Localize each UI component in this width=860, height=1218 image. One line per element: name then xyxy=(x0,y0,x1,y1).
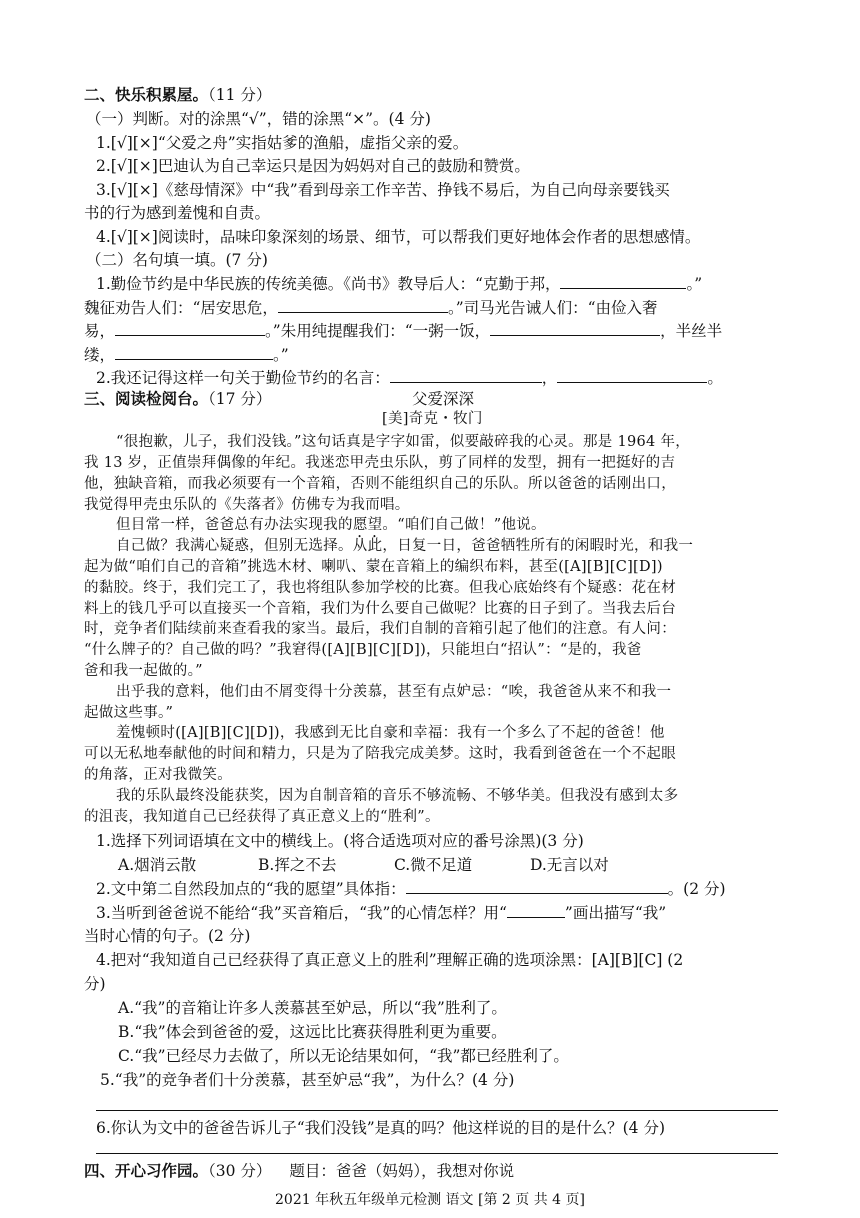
option-a: A.烟消云散 xyxy=(118,856,197,874)
answer-blank[interactable] xyxy=(557,367,707,383)
passage-line: 自己做？我满心疑惑，但别无选择。从此，日复一日，爸爸牺牲所有的闲暇时光，和我一 xyxy=(116,538,694,554)
question-4-option-b: B.“我”体会到爸爸的爱，这远比比赛获得胜利更为重要。 xyxy=(118,1023,507,1041)
dotted-phrase: 愿望 xyxy=(352,517,383,533)
answer-blank[interactable] xyxy=(115,344,273,360)
quote-text: 缕， xyxy=(84,346,116,364)
answer-line[interactable] xyxy=(96,1110,778,1111)
judge-item-2: 2.[√][×]巴迪认为自己幸运只是因为妈妈对自己的鼓励和赞赏。 xyxy=(96,157,530,175)
judge-item-1: 1.[√][×]“父爱之舟”实指姑爹的渔船，虚指父亲的爱。 xyxy=(96,134,469,152)
quote-text: 易， xyxy=(84,322,116,340)
quote-text: ，半丝半 xyxy=(660,322,723,340)
passage-line: 的角落，正对我微笑。 xyxy=(84,767,232,783)
passage-line: 起为做“咱们自己的音箱”挑选木材、喇叭、蒙在音箱上的编织布料，甚至([A][B][C][D]) xyxy=(84,559,663,575)
question-3 xyxy=(96,902,796,924)
answer-blank[interactable] xyxy=(406,878,668,894)
option-c: C.微不足道 xyxy=(394,856,473,874)
passage-text: 但目常一样，爸爸总有办法实现我的 xyxy=(116,517,353,533)
section-title: 三、阅读检阅台。 xyxy=(84,389,209,408)
question-text: ”画出描写“我” xyxy=(564,904,667,922)
part1-instruction: （一）判断。对的涂黑“√”，错的涂黑“×”。(4 分) xyxy=(86,110,431,128)
quote-text: ， xyxy=(541,369,558,387)
question-3-cont: 当时心情的句子。(2 分) xyxy=(84,927,251,945)
section-title: 四、开心习作园。 xyxy=(84,1161,209,1180)
essay-topic: 题目：爸爸（妈妈），我想对你说 xyxy=(289,1162,515,1180)
question-4-cont: 分) xyxy=(84,975,106,993)
passage-line: “很抱歉，儿子，我们没钱。”这句话真是字字如雷，似要敲碎我的心灵。那是 1964 年， xyxy=(116,434,691,450)
option-d: D.无言以对 xyxy=(530,856,609,874)
quote-text: 。”朱用纯提醒我们：“一粥一饭， xyxy=(265,322,491,340)
passage-line: 的沮丧，我知道自己已经获得了真正意义上的“胜利”。 xyxy=(84,809,440,825)
story-title: 父爱深深 xyxy=(412,390,475,408)
question-4-option-c: C.“我”已经尽力去做了，所以无论结果如何，“我”都已经胜利了。 xyxy=(118,1047,569,1065)
passage-line: 时，竞争者们陆续前来查看我的家当。最后，我们自制的音箱引起了他们的注意。有人问： xyxy=(84,621,676,637)
section-score: （30 分） xyxy=(208,1162,272,1180)
answer-line[interactable] xyxy=(96,1153,778,1154)
section-score: （17 分） xyxy=(208,390,272,408)
quote-q2 xyxy=(96,367,796,389)
passage-line: 我的乐队最终没能获奖，因为自制音箱的音乐不够流畅、不够华美。但我没有感到太多 xyxy=(116,788,679,804)
judge-item-3-cont: 书的行为感到羞愧和自责。 xyxy=(84,204,271,222)
section-4-heading xyxy=(84,1160,784,1182)
question-5: 5.“我”的竞争者们十分羡慕，甚至妒忌“我”，为什么？(4 分) xyxy=(100,1071,515,1089)
answer-blank[interactable] xyxy=(115,320,265,336)
passage-line: 的黏胶。终于，我们完工了，我也将组队参加学校的比赛。但我心底始终有个疑惑：花在材 xyxy=(84,580,676,596)
passage-line: 可以无私地奉献他的时间和精力，只是为了陪我完成美梦。这时，我看到爸爸在一个不起眼 xyxy=(84,746,676,762)
quote-q1-line1 xyxy=(96,273,796,295)
question-4: 4.把对“我知道自己已经获得了真正意义上的胜利”理解正确的选项涂黑：[A][B][C] (2 xyxy=(96,951,684,969)
quote-text: 。” xyxy=(273,346,289,364)
quote-text: 2.我还记得这样一句关于勤俭节约的名言： xyxy=(96,369,390,387)
option-b: B.挥之不去 xyxy=(258,856,337,874)
passage-text: 。“咱们自己做！”他说。 xyxy=(382,517,546,533)
question-text: 2.文中第二自然段加点的“我的愿望”具体指： xyxy=(96,880,406,898)
question-text: 。(2 分) xyxy=(667,880,726,898)
passage-line: 他，独缺音箱，而我必须要有一个音箱，否则不能组织自己的乐队。所以爸爸的话刚出口， xyxy=(84,476,676,492)
passage-line: 起做这些事。” xyxy=(84,705,174,721)
story-author: [美]奇克・牧门 xyxy=(382,411,483,427)
answer-blank[interactable] xyxy=(490,320,660,336)
quote-q1-line2 xyxy=(84,297,784,319)
passage-line: 出乎我的意料，他们由不屑变得十分羡慕，甚至有点妒忌：“唉，我爸爸从来不和我一 xyxy=(116,684,672,700)
quote-q1-line4 xyxy=(84,344,784,366)
passage-line: 我觉得甲壳虫乐队的《失落者》仿佛专为我而唱。 xyxy=(84,497,410,513)
section-2-heading xyxy=(84,84,784,106)
answer-blank[interactable] xyxy=(278,297,448,313)
quote-text: 。”司马光告诫人们：“由俭入奢 xyxy=(447,299,658,317)
section-score: （11 分） xyxy=(208,86,272,104)
page-footer: 2021 年秋五年级单元检测 语文 [第 2 页 共 4 页] xyxy=(275,1192,585,1208)
question-4-option-a: A.“我”的音箱让许多人羡慕甚至妒忌，所以“我”胜利了。 xyxy=(118,999,507,1017)
quote-text: 魏征劝告人们：“居安思危， xyxy=(84,299,278,317)
quote-q1-text: 1.勤俭节约是中华民族的传统美德。《尚书》教导后人：“克勤于邦， xyxy=(96,275,561,293)
answer-blank[interactable] xyxy=(560,273,686,289)
quote-q1-end: 。” xyxy=(686,275,703,293)
quote-text: 。 xyxy=(707,369,723,387)
section-title: 二、快乐积累屋。 xyxy=(84,85,209,104)
question-1: 1.选择下列词语填在文中的横线上。(将合适选项对应的番号涂黑)(3 分) xyxy=(96,832,584,850)
question-2 xyxy=(96,878,796,900)
passage-line: 料上的钱几乎可以直接买一个音箱，我们为什么要自己做呢？比赛的日子到了。当我去后台 xyxy=(84,601,676,617)
question-text: 3.当听到爸爸说不能给“我”买音箱后，“我”的心情怎样？用“ xyxy=(96,904,507,922)
passage-line: 我 13 岁，正值崇拜偶像的年纪。我迷恋甲壳虫乐队，剪了同样的发型，拥有一把挺好的吉 xyxy=(84,455,676,471)
question-6: 6.你认为文中的爸爸告诉儿子“我们没钱”是真的吗？他这样说的目的是什么？(4 分) xyxy=(96,1119,666,1137)
passage-line: 羞愧顿时([A][B][C][D])，我感到无比自豪和幸福：我有一个多么了不起的爸爸！他 xyxy=(116,725,665,741)
part2-instruction: （二）名句填一填。(7 分) xyxy=(86,251,268,269)
question-1-options xyxy=(118,854,818,876)
passage-line: 爸和我一起做的。” xyxy=(84,663,203,679)
judge-item-4: 4.[√][×]阅读时，品味印象深刻的场景、细节，可以帮我们更好地体会作者的思想感情。 xyxy=(96,228,701,246)
judge-item-3: 3.[√][×]《慈母情深》中“我”看到母亲工作辛苦、挣钱不易后，为自己向母亲要钱买 xyxy=(96,181,670,199)
answer-blank[interactable] xyxy=(390,367,542,383)
quote-q1-line3 xyxy=(84,320,784,342)
passage-line: “什么牌子的？自己做的吗？”我窘得([A][B][C][D])，只能坦白“招认”：“是的，我爸 xyxy=(84,642,642,658)
underline-sample xyxy=(507,902,565,918)
